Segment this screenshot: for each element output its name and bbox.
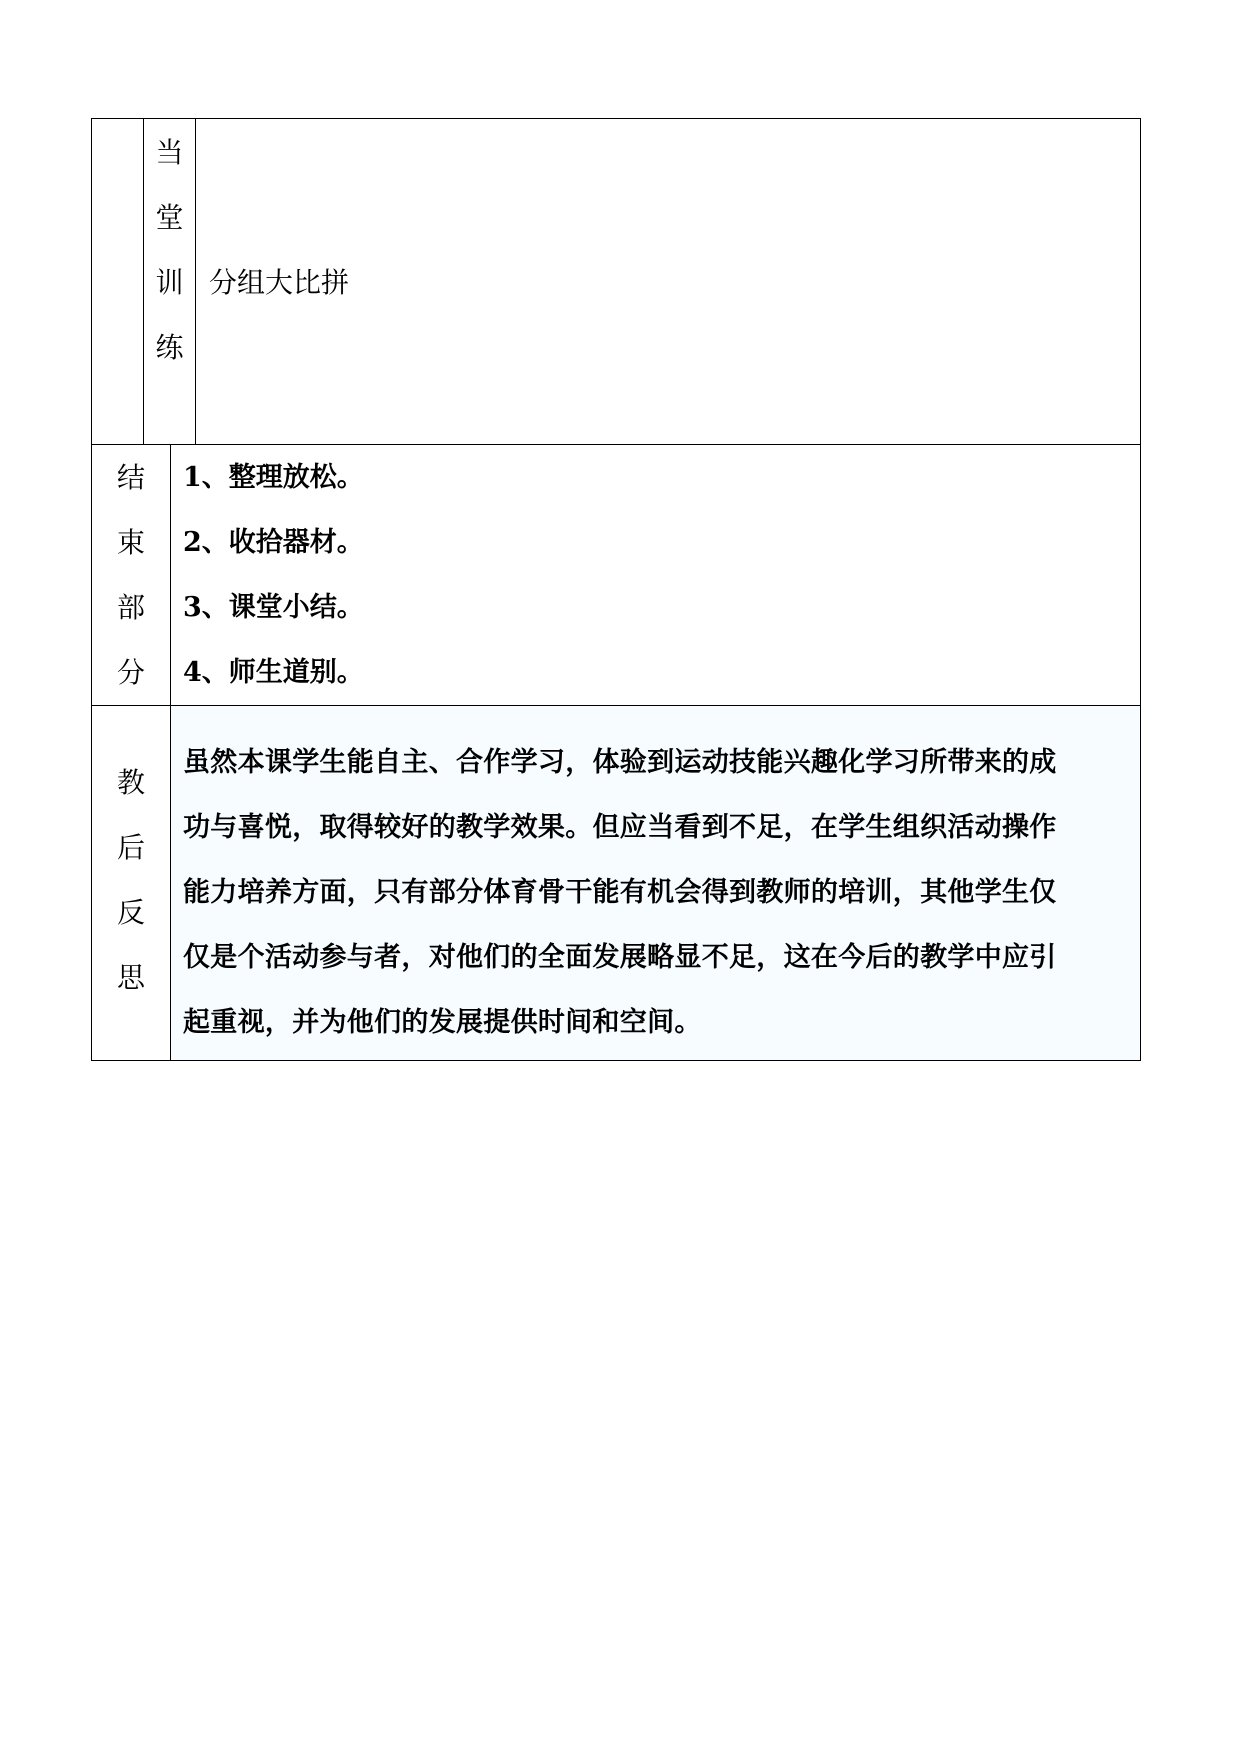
reflection-label <box>92 750 170 1010</box>
ending-list <box>183 445 364 705</box>
list-item: 1、整理放松。 <box>183 462 364 493</box>
label-char: 结 <box>116 461 145 494</box>
ending-content-cell <box>171 445 1140 705</box>
label-char: 当 <box>155 136 184 169</box>
label-char: 束 <box>116 526 145 559</box>
row-ending <box>92 445 1140 706</box>
paragraph-line: 能力培养方面，只有部分体育骨干能有机会得到教师的培训，其他学生仅 <box>183 877 1057 908</box>
label-char: 堂 <box>155 201 184 234</box>
label-char: 教 <box>116 766 145 799</box>
practice-content: 分组大比拼 <box>209 266 350 299</box>
label-char: 练 <box>155 331 184 364</box>
row-practice <box>92 119 1140 445</box>
ending-label-cell <box>92 445 171 705</box>
blank-cell <box>92 119 144 444</box>
label-char: 训 <box>155 266 184 299</box>
paragraph-line: 起重视，并为他们的发展提供时间和空间。 <box>183 1007 702 1038</box>
ending-label <box>92 445 170 705</box>
practice-label <box>144 120 195 380</box>
paragraph-line: 仅是个活动参与者，对他们的全面发展略显不足，这在今后的教学中应引 <box>183 942 1057 973</box>
lesson-plan-table <box>91 118 1141 1061</box>
label-char: 思 <box>116 961 145 994</box>
list-item: 4、师生道别。 <box>183 657 364 688</box>
label-char: 后 <box>116 831 145 864</box>
paragraph-line: 功与喜悦，取得较好的教学效果。但应当看到不足，在学生组织活动操作 <box>183 812 1057 843</box>
label-char: 分 <box>116 656 145 689</box>
paragraph-line: 虽然本课学生能自主、合作学习，体验到运动技能兴趣化学习所带来的成 <box>183 747 1057 778</box>
list-item: 2、收拾器材。 <box>183 527 364 558</box>
row-reflection <box>92 706 1140 1060</box>
label-char: 反 <box>116 896 145 929</box>
list-item: 3、课堂小结。 <box>183 592 364 623</box>
practice-content-cell <box>196 119 1140 444</box>
practice-label-cell <box>144 119 196 444</box>
label-char: 部 <box>116 591 145 624</box>
reflection-paragraph <box>183 730 1120 1055</box>
reflection-content-cell <box>171 706 1140 1060</box>
reflection-label-cell <box>92 706 171 1060</box>
